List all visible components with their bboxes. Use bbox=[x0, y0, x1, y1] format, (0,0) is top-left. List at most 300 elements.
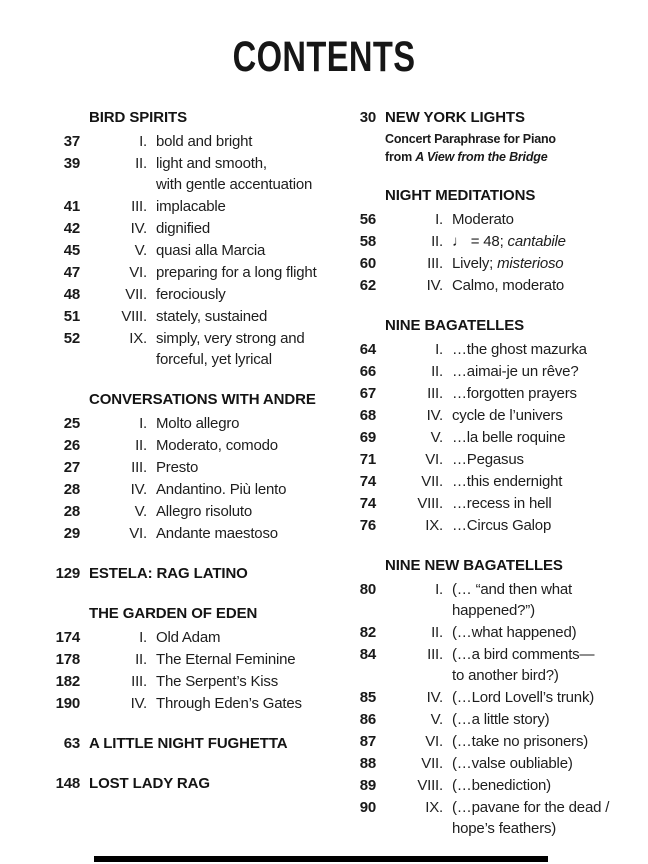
section-subtitle-line bbox=[385, 131, 624, 148]
item-page-number: 85 bbox=[359, 689, 376, 706]
text-segment: bold and bright bbox=[156, 133, 253, 150]
item-page-number: 90 bbox=[359, 799, 376, 816]
toc-item-row bbox=[34, 262, 330, 283]
toc-item-row bbox=[34, 218, 330, 239]
item-numeral: V. bbox=[134, 503, 147, 520]
item-page-number: 28 bbox=[63, 503, 80, 520]
toc-item-row bbox=[34, 457, 330, 478]
item-page-number: 89 bbox=[359, 777, 376, 794]
item-title-line bbox=[156, 218, 330, 239]
text-segment: cycle de l’univers bbox=[452, 407, 563, 424]
toc-item-row bbox=[330, 231, 624, 252]
item-numeral: II. bbox=[431, 363, 443, 380]
toc-section bbox=[34, 389, 330, 544]
toc-item-row bbox=[330, 687, 624, 708]
toc-section bbox=[34, 733, 330, 754]
item-title bbox=[452, 753, 624, 774]
text-segment: A View from the Bridge bbox=[415, 150, 548, 164]
item-page-number: 25 bbox=[63, 415, 80, 432]
item-numeral: IX. bbox=[425, 799, 443, 816]
section-header-row bbox=[34, 389, 330, 410]
item-title-line bbox=[452, 361, 624, 382]
item-title-line bbox=[452, 579, 624, 621]
text-segment: Molto allegro bbox=[156, 415, 240, 432]
item-numeral: I. bbox=[435, 341, 443, 358]
item-numeral: II. bbox=[431, 624, 443, 641]
item-page-number: 47 bbox=[63, 264, 80, 281]
item-page-number: 69 bbox=[359, 429, 376, 446]
text-segment: from bbox=[385, 150, 416, 164]
item-numeral: IV. bbox=[130, 220, 147, 237]
section-heading: NEW YORK LIGHTS bbox=[385, 109, 525, 126]
item-title-line bbox=[452, 665, 624, 686]
item-page-number: 74 bbox=[359, 473, 376, 490]
item-title bbox=[156, 627, 330, 648]
item-title bbox=[452, 644, 624, 686]
item-page-number: 52 bbox=[63, 330, 80, 347]
text-segment: stately, sustained bbox=[156, 308, 268, 325]
section-page-number bbox=[34, 603, 80, 624]
item-title-line bbox=[156, 435, 330, 456]
section-heading: ESTELA: RAG LATINO bbox=[89, 565, 248, 582]
item-title-line bbox=[156, 479, 330, 500]
text-segment: …the ghost mazurka bbox=[452, 341, 587, 358]
toc-section bbox=[34, 773, 330, 794]
item-title bbox=[452, 687, 624, 708]
item-title-line bbox=[156, 523, 330, 544]
toc-item-row bbox=[330, 383, 624, 404]
item-numeral: IV. bbox=[130, 695, 147, 712]
item-page-number: 37 bbox=[63, 133, 80, 150]
text-segment: Presto bbox=[156, 459, 199, 476]
text-segment: (…valse oubliable) bbox=[452, 755, 573, 772]
toc-item-row bbox=[34, 627, 330, 648]
section-page-number bbox=[34, 107, 80, 128]
item-title-line bbox=[156, 306, 330, 327]
toc-item-row bbox=[330, 405, 624, 426]
toc-item-row bbox=[330, 361, 624, 382]
text-segment: preparing for a long flight bbox=[156, 264, 317, 281]
toc-item-row bbox=[34, 479, 330, 500]
item-title-line bbox=[452, 687, 624, 708]
toc-item-row bbox=[330, 731, 624, 752]
item-numeral: III. bbox=[427, 385, 443, 402]
item-title-line bbox=[156, 240, 330, 261]
item-numeral: IX. bbox=[425, 517, 443, 534]
item-page-number: 62 bbox=[359, 277, 376, 294]
subtitle-row bbox=[330, 149, 624, 166]
toc-section bbox=[34, 107, 330, 370]
item-numeral: VI. bbox=[129, 525, 147, 542]
item-title bbox=[452, 731, 624, 752]
item-page-number: 82 bbox=[359, 624, 376, 641]
item-page-number: 28 bbox=[63, 481, 80, 498]
text-segment: Old Adam bbox=[156, 629, 221, 646]
toc-item-row bbox=[34, 196, 330, 217]
toc-columns bbox=[0, 107, 648, 858]
toc-item-row bbox=[330, 339, 624, 360]
section-header-row bbox=[34, 773, 330, 794]
item-page-number: 174 bbox=[55, 629, 80, 646]
item-numeral: VII. bbox=[421, 473, 443, 490]
item-title-line bbox=[452, 731, 624, 752]
item-title bbox=[452, 775, 624, 796]
item-page-number: 26 bbox=[63, 437, 80, 454]
text-segment: simply, very strong and bbox=[156, 330, 305, 347]
text-segment: (…a little story) bbox=[452, 711, 550, 728]
text-segment: dignified bbox=[156, 220, 211, 237]
text-segment: Allegro risoluto bbox=[156, 503, 253, 520]
item-title bbox=[156, 671, 330, 692]
text-segment: …la belle roquine bbox=[452, 429, 566, 446]
item-title-line bbox=[156, 671, 330, 692]
item-title-line bbox=[156, 131, 330, 152]
item-numeral: V. bbox=[430, 711, 443, 728]
item-title bbox=[156, 693, 330, 714]
item-title bbox=[452, 253, 624, 274]
item-numeral: IV. bbox=[426, 407, 443, 424]
text-segment: Andante maestoso bbox=[156, 525, 278, 542]
text-segment: …Circus Galop bbox=[452, 517, 552, 534]
section-header-row bbox=[34, 603, 330, 624]
text-segment: with gentle accentuation bbox=[156, 176, 313, 193]
section-page-number bbox=[330, 185, 376, 206]
item-title bbox=[452, 427, 624, 448]
item-title-line bbox=[156, 349, 330, 370]
item-title-line bbox=[452, 231, 624, 252]
toc-item-row bbox=[34, 649, 330, 670]
item-numeral: II. bbox=[135, 155, 147, 172]
text-segment: Andantino. Più lento bbox=[156, 481, 287, 498]
section-heading: LOST LADY RAG bbox=[89, 775, 210, 792]
toc-section bbox=[330, 315, 624, 536]
section-page-number bbox=[330, 555, 376, 576]
section-header-row bbox=[330, 555, 624, 576]
item-title bbox=[156, 262, 330, 283]
left-column bbox=[34, 107, 330, 858]
text-segment: hope’s feathers) bbox=[452, 820, 557, 837]
item-title bbox=[156, 131, 330, 152]
toc-item-row bbox=[330, 275, 624, 296]
section-heading: NINE NEW BAGATELLES bbox=[385, 557, 563, 574]
item-page-number: 41 bbox=[63, 198, 80, 215]
toc-item-row bbox=[34, 413, 330, 434]
section-header-row bbox=[330, 315, 624, 336]
text-segment: …forgotten prayers bbox=[452, 385, 577, 402]
toc-item-row bbox=[330, 515, 624, 536]
item-title bbox=[452, 231, 624, 252]
item-numeral: VI. bbox=[425, 451, 443, 468]
item-page-number: 66 bbox=[359, 363, 376, 380]
item-page-number: 88 bbox=[359, 755, 376, 772]
item-title bbox=[156, 479, 330, 500]
item-title-line bbox=[156, 413, 330, 434]
toc-item-row bbox=[330, 709, 624, 730]
section-page-number: 63 bbox=[63, 735, 80, 752]
right-column bbox=[330, 107, 624, 858]
item-title bbox=[452, 405, 624, 426]
text-segment: forceful, yet lyrical bbox=[156, 351, 272, 368]
item-title-line bbox=[452, 339, 624, 360]
item-title bbox=[156, 306, 330, 327]
item-page-number: 178 bbox=[55, 651, 80, 668]
page-title: CONTENTS bbox=[232, 33, 416, 81]
item-title bbox=[156, 501, 330, 522]
text-segment: ♩ = 48; bbox=[452, 233, 508, 250]
section-page-number bbox=[330, 315, 376, 336]
toc-item-row bbox=[330, 775, 624, 796]
toc-item-row bbox=[330, 579, 624, 621]
item-numeral: VIII. bbox=[417, 495, 443, 512]
item-title-line bbox=[156, 501, 330, 522]
text-segment: Calmo, moderato bbox=[452, 277, 565, 294]
toc-section bbox=[330, 185, 624, 296]
section-page-number: 129 bbox=[55, 565, 80, 582]
text-segment: (…take no prisoners) bbox=[452, 733, 589, 750]
toc-section bbox=[330, 107, 624, 166]
section-heading: NINE BAGATELLES bbox=[385, 317, 525, 334]
item-title bbox=[452, 493, 624, 514]
text-segment: …this endernight bbox=[452, 473, 563, 490]
item-numeral: V. bbox=[430, 429, 443, 446]
item-page-number: 45 bbox=[63, 242, 80, 259]
item-title bbox=[452, 361, 624, 382]
toc-section bbox=[34, 603, 330, 714]
section-heading: NIGHT MEDITATIONS bbox=[385, 187, 536, 204]
item-title-line bbox=[452, 427, 624, 448]
item-title-line bbox=[156, 196, 330, 217]
section-page-number: 148 bbox=[55, 775, 80, 792]
item-numeral: II. bbox=[135, 651, 147, 668]
toc-item-row bbox=[34, 501, 330, 522]
toc-item-row bbox=[330, 209, 624, 230]
item-page-number: 29 bbox=[63, 525, 80, 542]
item-title-line bbox=[452, 753, 624, 774]
item-title-line bbox=[452, 622, 624, 643]
item-title bbox=[452, 383, 624, 404]
text-segment: Through Eden’s Gates bbox=[156, 695, 302, 712]
section-heading: A LITTLE NIGHT FUGHETTA bbox=[89, 735, 288, 752]
section-header-row bbox=[34, 107, 330, 128]
toc-item-row bbox=[330, 644, 624, 686]
item-title bbox=[452, 515, 624, 536]
item-page-number: 80 bbox=[359, 581, 376, 598]
item-title bbox=[452, 339, 624, 360]
item-numeral: III. bbox=[427, 255, 443, 272]
item-numeral: III. bbox=[131, 459, 147, 476]
item-numeral: VIII. bbox=[121, 308, 147, 325]
text-segment: misterioso bbox=[497, 255, 564, 272]
item-title-line bbox=[452, 709, 624, 730]
text-segment: The Serpent’s Kiss bbox=[156, 673, 279, 690]
item-page-number: 74 bbox=[359, 495, 376, 512]
text-segment: (… “and then what happened?”) bbox=[452, 581, 572, 619]
item-title bbox=[156, 153, 330, 195]
item-title bbox=[156, 240, 330, 261]
toc-item-row bbox=[34, 693, 330, 714]
item-numeral: I. bbox=[139, 415, 147, 432]
text-segment: (…a bird comments— bbox=[452, 646, 595, 663]
item-page-number: 42 bbox=[63, 220, 80, 237]
section-header-row bbox=[34, 563, 330, 584]
item-numeral: IV. bbox=[426, 689, 443, 706]
item-title bbox=[156, 523, 330, 544]
text-segment: ferociously bbox=[156, 286, 226, 303]
item-page-number: 48 bbox=[63, 286, 80, 303]
item-title-line bbox=[452, 818, 624, 839]
text-segment: quasi alla Marcia bbox=[156, 242, 266, 259]
item-title-line bbox=[452, 275, 624, 296]
item-numeral: VI. bbox=[425, 733, 443, 750]
toc-item-row bbox=[330, 797, 624, 839]
text-segment: (…what happened) bbox=[452, 624, 577, 641]
text-segment: …Pegasus bbox=[452, 451, 524, 468]
item-page-number: 76 bbox=[359, 517, 376, 534]
toc-item-row bbox=[330, 427, 624, 448]
item-title-line bbox=[452, 797, 624, 818]
text-segment: Concert Paraphrase for Piano bbox=[385, 132, 556, 146]
item-numeral: I. bbox=[435, 581, 443, 598]
section-header-row bbox=[330, 107, 624, 128]
item-page-number: 39 bbox=[63, 155, 80, 172]
item-title-line bbox=[452, 209, 624, 230]
item-title-line bbox=[156, 262, 330, 283]
item-page-number: 71 bbox=[359, 451, 376, 468]
section-subtitle-line bbox=[385, 149, 624, 166]
item-numeral: I. bbox=[435, 211, 443, 228]
item-numeral: VIII. bbox=[417, 777, 443, 794]
text-segment: Moderato bbox=[452, 211, 514, 228]
item-page-number: 51 bbox=[63, 308, 80, 325]
text-segment: (…Lord Lovell’s trunk) bbox=[452, 689, 595, 706]
item-title bbox=[452, 209, 624, 230]
toc-item-row bbox=[34, 523, 330, 544]
section-heading: CONVERSATIONS WITH ANDRE bbox=[89, 391, 316, 408]
item-title-line bbox=[452, 405, 624, 426]
item-numeral: IV. bbox=[130, 481, 147, 498]
item-title bbox=[452, 579, 624, 621]
item-title-line bbox=[452, 471, 624, 492]
item-title bbox=[156, 413, 330, 434]
section-page-number bbox=[34, 389, 80, 410]
item-page-number: 86 bbox=[359, 711, 376, 728]
item-title-line bbox=[452, 383, 624, 404]
item-page-number: 190 bbox=[55, 695, 80, 712]
item-numeral: VII. bbox=[421, 755, 443, 772]
item-title bbox=[452, 622, 624, 643]
item-title-line bbox=[156, 153, 330, 174]
text-segment: Moderato, comodo bbox=[156, 437, 278, 454]
item-page-number: 56 bbox=[359, 211, 376, 228]
item-title-line bbox=[452, 644, 624, 665]
section-page-number: 30 bbox=[359, 109, 376, 126]
toc-section bbox=[330, 555, 624, 839]
section-header-row bbox=[34, 733, 330, 754]
text-segment: implacable bbox=[156, 198, 226, 215]
item-title bbox=[452, 471, 624, 492]
text-segment: Lively; bbox=[452, 255, 498, 272]
section-heading: BIRD SPIRITS bbox=[89, 109, 187, 126]
toc-section bbox=[34, 563, 330, 584]
item-title-line bbox=[156, 457, 330, 478]
item-numeral: III. bbox=[427, 646, 443, 663]
item-title-line bbox=[156, 649, 330, 670]
item-title-line bbox=[452, 253, 624, 274]
text-segment: The Eternal Feminine bbox=[156, 651, 296, 668]
text-segment: …aimai-je un rêve? bbox=[452, 363, 579, 380]
item-page-number: 27 bbox=[63, 459, 80, 476]
item-title bbox=[452, 797, 624, 839]
item-title-line bbox=[156, 328, 330, 349]
spacer bbox=[330, 131, 376, 148]
item-numeral: IX. bbox=[129, 330, 147, 347]
item-page-number: 64 bbox=[359, 341, 376, 358]
toc-item-row bbox=[330, 449, 624, 470]
item-title bbox=[156, 284, 330, 305]
item-title-line bbox=[452, 775, 624, 796]
subtitle-row bbox=[330, 131, 624, 148]
item-title bbox=[452, 275, 624, 296]
item-numeral: III. bbox=[131, 673, 147, 690]
item-numeral: V. bbox=[134, 242, 147, 259]
text-segment: …recess in hell bbox=[452, 495, 552, 512]
item-title bbox=[452, 709, 624, 730]
item-numeral: I. bbox=[139, 133, 147, 150]
bottom-bar bbox=[94, 856, 548, 862]
toc-item-row bbox=[34, 435, 330, 456]
toc-item-row bbox=[34, 153, 330, 195]
item-title bbox=[156, 328, 330, 370]
item-numeral: IV. bbox=[426, 277, 443, 294]
item-page-number: 68 bbox=[359, 407, 376, 424]
section-heading: THE GARDEN OF EDEN bbox=[89, 605, 258, 622]
item-numeral: VI. bbox=[129, 264, 147, 281]
item-page-number: 87 bbox=[359, 733, 376, 750]
item-title-line bbox=[156, 174, 330, 195]
item-numeral: VII. bbox=[125, 286, 147, 303]
spacer bbox=[330, 149, 376, 166]
text-segment: (…benediction) bbox=[452, 777, 551, 794]
item-title-line bbox=[156, 627, 330, 648]
item-numeral: II. bbox=[135, 437, 147, 454]
text-segment: to another bird?) bbox=[452, 667, 559, 684]
item-numeral: III. bbox=[131, 198, 147, 215]
item-page-number: 84 bbox=[359, 646, 376, 663]
item-page-number: 67 bbox=[359, 385, 376, 402]
item-page-number: 58 bbox=[359, 233, 376, 250]
item-numeral: II. bbox=[431, 233, 443, 250]
section-header-row bbox=[330, 185, 624, 206]
item-title-line bbox=[156, 284, 330, 305]
item-title bbox=[156, 649, 330, 670]
toc-item-row bbox=[34, 328, 330, 370]
toc-item-row bbox=[330, 622, 624, 643]
toc-item-row bbox=[34, 306, 330, 327]
item-title bbox=[156, 435, 330, 456]
item-title bbox=[156, 457, 330, 478]
item-page-number: 60 bbox=[359, 255, 376, 272]
item-title-line bbox=[452, 493, 624, 514]
toc-item-row bbox=[34, 284, 330, 305]
item-title-line bbox=[156, 693, 330, 714]
text-segment: cantabile bbox=[507, 233, 566, 250]
toc-item-row bbox=[34, 240, 330, 261]
toc-item-row bbox=[330, 753, 624, 774]
text-segment: (…pavane for the dead / bbox=[452, 799, 610, 816]
item-title-line bbox=[452, 449, 624, 470]
toc-item-row bbox=[34, 671, 330, 692]
text-segment: light and smooth, bbox=[156, 155, 267, 172]
